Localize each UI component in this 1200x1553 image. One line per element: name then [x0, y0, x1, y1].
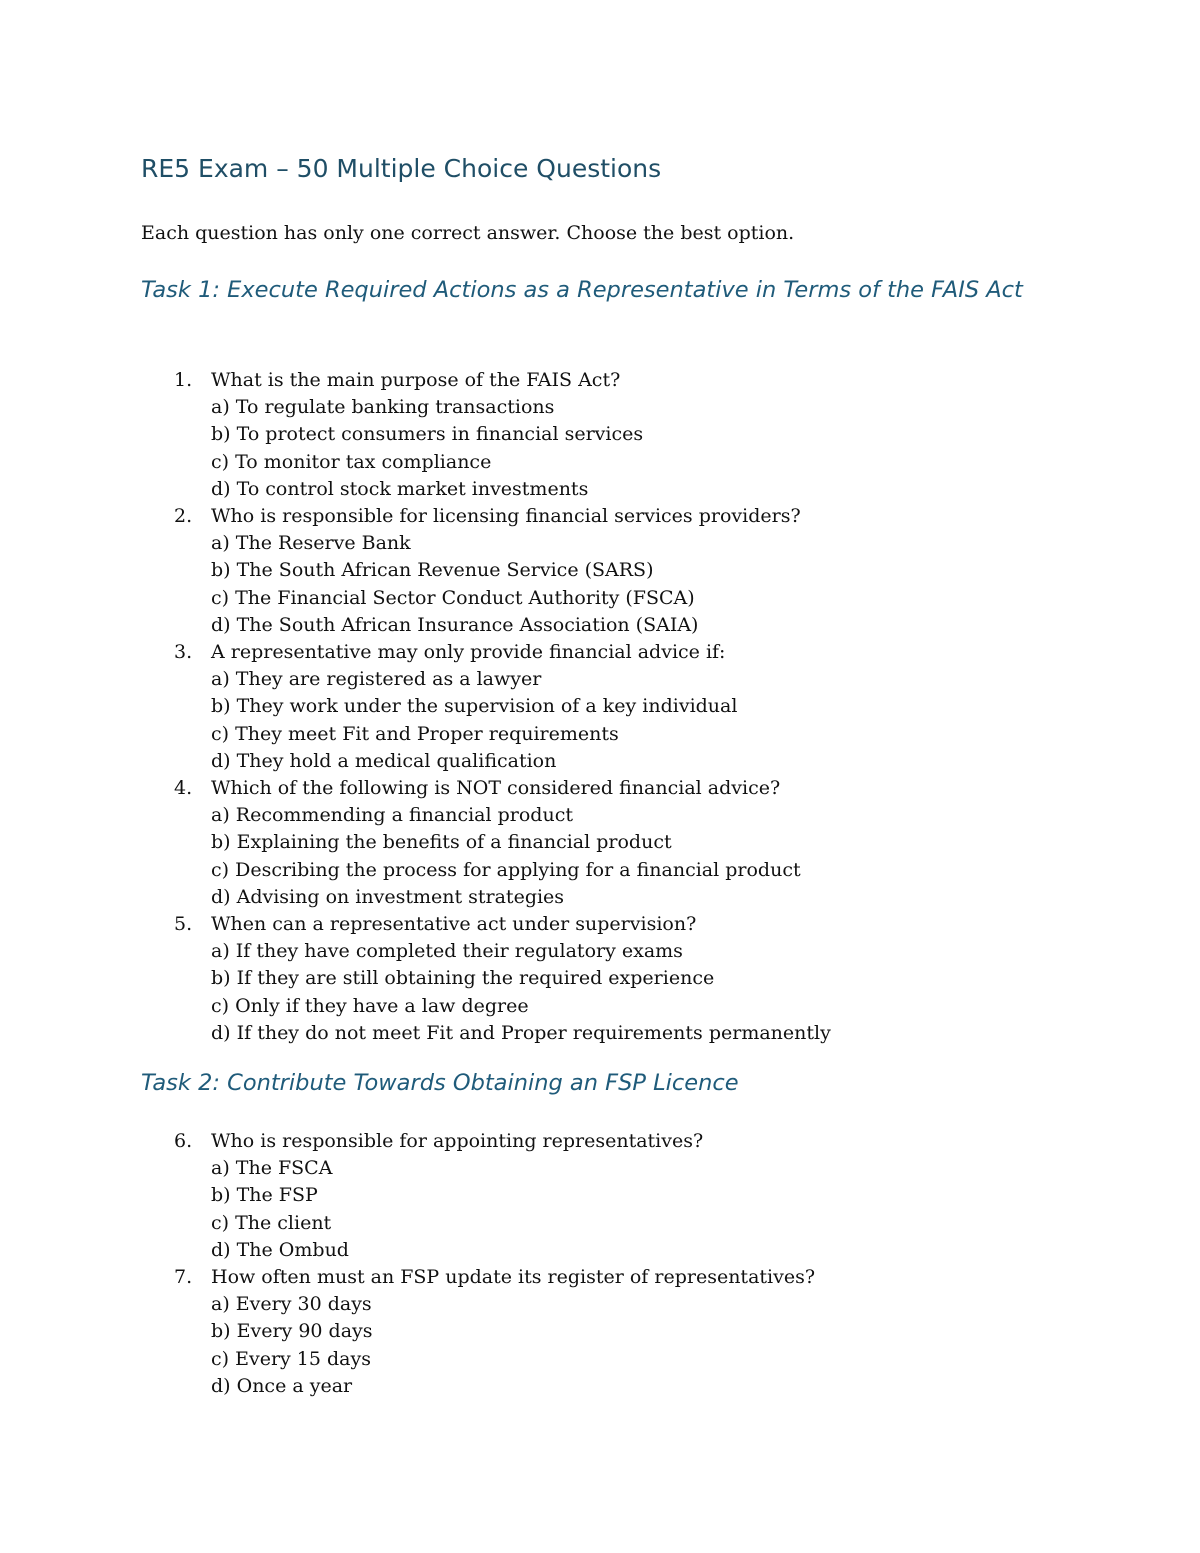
answer-option-c: c) They meet Fit and Proper requirements — [211, 722, 619, 745]
answer-option-c: c) Describing the process for applying for a financial product — [211, 858, 801, 881]
answer-option-a: a) To regulate banking transactions — [211, 396, 555, 419]
question-item — [0, 1264, 815, 1400]
task-2-question-list — [0, 1128, 815, 1400]
answer-option-d: d) If they do not meet Fit and Proper requirements permanently — [211, 1021, 831, 1044]
answer-option-b: b) To protect consumers in financial services — [211, 423, 644, 446]
question-item — [0, 367, 831, 503]
question-item — [0, 503, 831, 639]
answer-option-a: a) If they have completed their regulatory exams — [211, 940, 683, 963]
answer-option-b: b) If they are still obtaining the required experience — [211, 967, 715, 990]
answer-option-b: b) The South African Revenue Service (SARS) — [211, 559, 654, 582]
answer-option-a: a) They are registered as a lawyer — [211, 668, 542, 691]
answer-option-c: c) Only if they have a law degree — [211, 994, 529, 1017]
question-item — [0, 911, 831, 1047]
task-1-heading: Task 1: Execute Required Actions as a Representative in Terms of the FAIS Act — [141, 277, 1023, 303]
answer-option-d: d) They hold a medical qualification — [211, 749, 557, 772]
question-text: When can a representative act under supervision? — [211, 913, 697, 936]
answer-option-d: d) The Ombud — [211, 1238, 349, 1261]
question-item — [0, 639, 831, 775]
question-text: A representative may only provide financial advice if: — [211, 641, 726, 664]
answer-option-a: a) Recommending a financial product — [211, 804, 573, 827]
question-number: 6. — [174, 1130, 193, 1152]
answer-option-a: a) Every 30 days — [211, 1293, 372, 1316]
question-number: 4. — [174, 777, 193, 800]
answer-option-a: a) The Reserve Bank — [211, 532, 411, 555]
question-number: 5. — [174, 913, 193, 936]
answer-option-b: b) They work under the supervision of a key individual — [211, 695, 738, 718]
task-1-question-list — [0, 367, 831, 1047]
question-text: Who is responsible for licensing financial services providers? — [211, 505, 801, 528]
instructions-text: Each question has only one correct answer. Choose the best option. — [141, 222, 795, 244]
answer-option-d: d) Once a year — [211, 1374, 353, 1397]
task-2-heading: Task 2: Contribute Towards Obtaining an FSP Licence — [141, 1070, 739, 1096]
document-title: RE5 Exam – 50 Multiple Choice Questions — [141, 154, 662, 183]
answer-option-a: a) The FSCA — [211, 1157, 333, 1180]
answer-option-d: d) To control stock market investments — [211, 477, 589, 500]
question-item — [0, 1128, 815, 1264]
question-text: How often must an FSP update its register of representatives? — [211, 1266, 816, 1289]
answer-option-c: c) The Financial Sector Conduct Authority (FSCA) — [211, 586, 695, 609]
answer-option-b: b) The FSP — [211, 1184, 318, 1207]
answer-option-d: d) The South African Insurance Association (SAIA) — [211, 613, 699, 636]
question-item — [0, 775, 831, 911]
question-number: 7. — [174, 1266, 193, 1289]
question-number: 1. — [174, 369, 193, 391]
answer-option-d: d) Advising on investment strategies — [211, 885, 565, 908]
answer-option-b: b) Explaining the benefits of a financial product — [211, 831, 672, 854]
question-text: What is the main purpose of the FAIS Act? — [211, 369, 621, 391]
answer-option-c: c) Every 15 days — [211, 1347, 371, 1370]
answer-option-c: c) To monitor tax compliance — [211, 450, 492, 473]
answer-option-b: b) Every 90 days — [211, 1320, 373, 1343]
question-number: 2. — [174, 505, 193, 528]
question-text: Which of the following is NOT considered financial advice? — [211, 777, 781, 800]
question-text: Who is responsible for appointing representatives? — [211, 1130, 704, 1152]
question-number: 3. — [174, 641, 193, 664]
answer-option-c: c) The client — [211, 1211, 332, 1234]
